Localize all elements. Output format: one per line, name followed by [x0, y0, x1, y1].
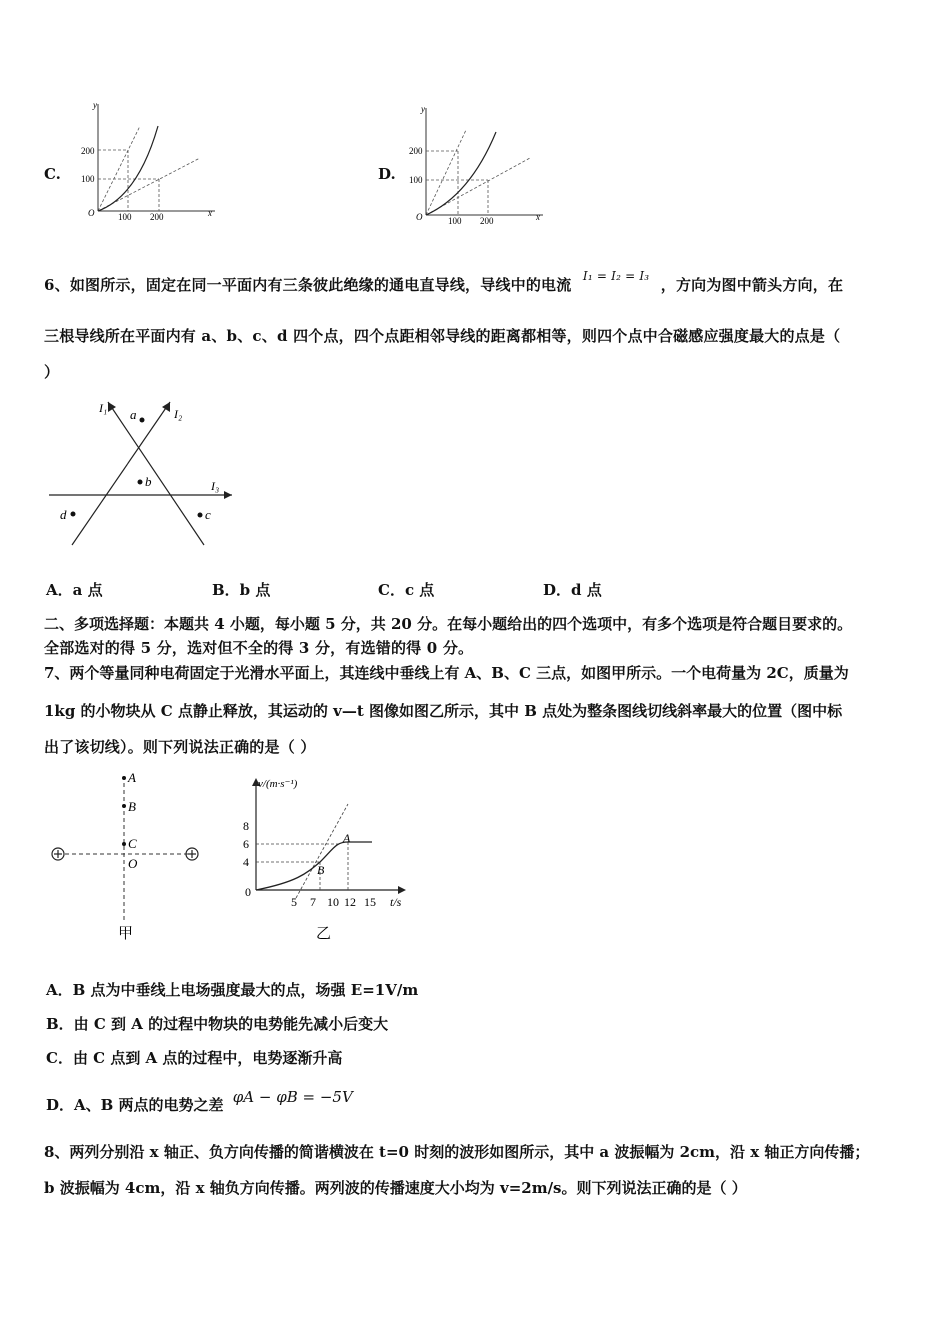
q7-option-d-text: D．A、B 两点的电势之差: [46, 1096, 224, 1114]
q7-line1: 7、两个等量同种电荷固定于光滑水平面上，其连线中垂线上有 A、B、C 三点，如图甲所示。一个电荷量为 2C，质量为: [44, 664, 849, 682]
q8-line1: 8、两列分别沿 x 轴正、负方向传播的简谐横波在 t=0 时刻的波形如图所示，其中 a 波振幅为 2cm，沿 x 轴正方向传播；: [44, 1143, 870, 1161]
q6-option-c: C．c 点: [378, 581, 435, 599]
q6-line1-suffix: ，方向为图中箭头方向，在: [660, 276, 844, 294]
q7-option-c: C．由 C 点到 A 点的过程中，电势逐渐升高: [46, 1049, 343, 1067]
section2-line2: 全部选对的得 5 分，选对但不全的得 3 分，有选错的得 0 分。: [44, 639, 474, 657]
q6-current-formula: I₁ = I₂ = I₃: [582, 269, 650, 283]
xtick-12: 12: [344, 895, 356, 909]
curve: [98, 126, 158, 211]
x-axis-label: x: [208, 208, 212, 218]
svg-text:200: 200: [409, 146, 423, 156]
q7-figure-jia: [44, 766, 214, 944]
q6-option-b: B．b 点: [212, 581, 271, 599]
q7-option-a: A．B 点为中垂线上电场强度最大的点，场强 E=1V/m: [46, 981, 419, 999]
y-axis-label: y: [93, 100, 97, 110]
yi-xlabel: t/s: [390, 895, 402, 909]
svg-text:100: 100: [409, 175, 423, 185]
point-a-label: a: [130, 407, 137, 422]
q8-line2: b 波振幅为 4cm，沿 x 轴负方向传播。两列波的传播速度大小均为 v=2m/s。则下列说法正确的是（ ）: [44, 1179, 747, 1197]
svg-text:200: 200: [480, 216, 494, 226]
point-b-label: b: [145, 474, 152, 489]
svg-text:x: x: [536, 212, 540, 222]
caption-yi: 乙: [316, 926, 332, 942]
label-i3: I₃: [211, 479, 220, 493]
svg-text:O: O: [416, 212, 423, 222]
q6-line3: ）: [44, 363, 60, 381]
point-C-label: C: [128, 836, 137, 851]
point-b: [138, 480, 143, 485]
point-A-label: A: [128, 770, 136, 785]
xtick-10: 10: [327, 895, 339, 909]
q7-option-d-formula: φA − φB = −5V: [232, 1088, 353, 1106]
point-d-label: d: [60, 507, 67, 522]
tick-100-x: 100: [118, 212, 132, 222]
point-a: [140, 418, 145, 423]
yi-ylabel: v/(m·s⁻¹): [258, 778, 298, 790]
q7-line2: 1kg 的小物块从 C 点静止释放，其运动的 v—t 图像如图乙所示，其中 B 点处为整条图线切线斜率最大的位置（图中标: [44, 702, 843, 720]
q7-line3: 出了该切线）。则下列说法正确的是（ ）: [44, 738, 316, 756]
option-d-graph: [408, 100, 548, 228]
xtick-15: 15: [364, 895, 376, 909]
origin-label: O: [88, 208, 95, 218]
q6-figure: [44, 388, 244, 553]
xtick-7: 7: [310, 895, 316, 909]
yi-point-A: A: [343, 831, 351, 845]
label-i2: I₂: [174, 407, 183, 421]
svg-text:y: y: [421, 104, 425, 114]
xtick-5: 5: [291, 895, 297, 909]
q7-option-d: [46, 1088, 353, 1115]
section2-line1: 二、多项选择题：本题共 4 小题，每小题 5 分，共 20 分。在每小题给出的四个选项中，有多个选项是符合题目要求的。: [44, 615, 853, 633]
q6-option-a: A．a 点: [46, 581, 103, 599]
q6-line1: [44, 269, 844, 295]
tick-200-y: 200: [81, 146, 95, 156]
ytick-4: 4: [243, 855, 249, 869]
caption-jia: 甲: [118, 926, 134, 942]
ytick-0: 0: [245, 885, 251, 899]
option-c-graph: [80, 96, 220, 224]
option-d-label: D.: [378, 165, 396, 183]
svg-text:100: 100: [448, 216, 462, 226]
q7-figure-yi: [236, 770, 416, 945]
point-B-label: B: [128, 799, 136, 814]
q6-option-d: D．d 点: [543, 581, 602, 599]
ytick-8: 8: [243, 819, 249, 833]
q7-option-b: B．由 C 到 A 的过程中物块的电势能先减小后变大: [46, 1015, 389, 1033]
tick-100-y: 100: [81, 174, 95, 184]
yi-point-B: B: [317, 863, 325, 877]
point-c: [198, 513, 203, 518]
label-i1: I₁: [99, 401, 108, 415]
point-O-label: O: [128, 856, 138, 871]
q6-line2: 三根导线所在平面内有 a、b、c、d 四个点，四个点距相邻导线的距离都相等，则四个点中合磁感应强度最大的点是（: [44, 327, 841, 345]
ytick-6: 6: [243, 837, 249, 851]
tick-200-x: 200: [150, 212, 164, 222]
tangent-line: [296, 804, 348, 898]
option-c-label: C.: [44, 165, 61, 183]
q6-line1-prefix: 6、如图所示，固定在同一平面内有三条彼此绝缘的通电直导线，导线中的电流: [44, 276, 572, 294]
point-c-label: c: [205, 507, 211, 522]
point-d: [71, 512, 76, 517]
